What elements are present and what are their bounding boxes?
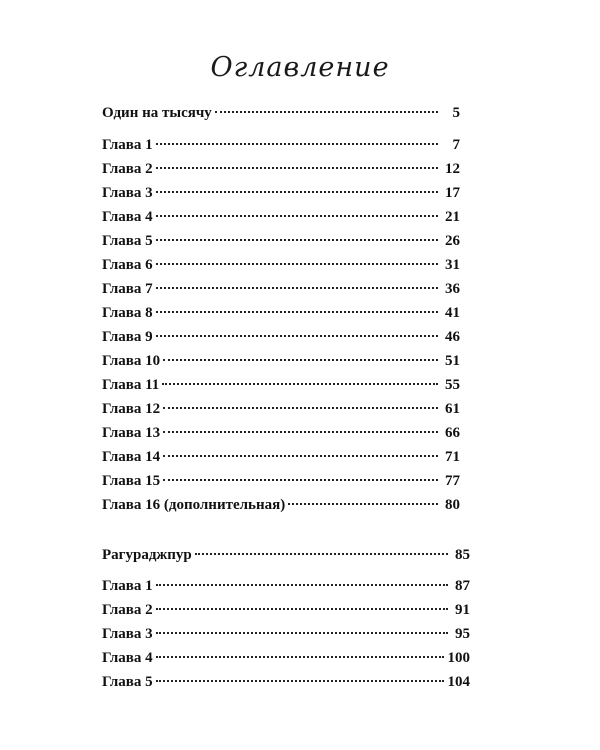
toc-chapter-entry[interactable] xyxy=(102,445,460,469)
page-number: 104 xyxy=(447,674,470,690)
dot-leader xyxy=(163,431,438,433)
page-number: 41 xyxy=(445,305,460,321)
dot-leader xyxy=(156,680,444,682)
dot-leader xyxy=(156,215,438,217)
dot-leader xyxy=(156,584,448,586)
dot-leader xyxy=(163,359,438,361)
page-number: 55 xyxy=(445,377,460,393)
chapter-title: Глава 12 xyxy=(102,401,161,417)
toc-chapter-entry[interactable] xyxy=(102,397,460,421)
chapter-title: Глава 8 xyxy=(102,305,153,321)
toc-chapter-entry[interactable] xyxy=(102,301,460,325)
dot-leader xyxy=(156,167,438,169)
dot-leader xyxy=(156,239,438,241)
chapter-title: Глава 7 xyxy=(102,281,153,297)
dot-leader xyxy=(156,311,438,313)
dot-leader xyxy=(156,632,448,634)
page-number: 80 xyxy=(445,497,460,513)
toc-chapter-entry[interactable] xyxy=(102,670,470,694)
toc-chapter-entry[interactable] xyxy=(102,229,460,253)
page-number: 51 xyxy=(445,353,460,369)
page-number: 61 xyxy=(445,401,460,417)
chapter-title: Глава 9 xyxy=(102,329,153,345)
dot-leader xyxy=(156,263,438,265)
dot-leader xyxy=(156,335,438,337)
chapter-title: Глава 11 xyxy=(102,377,160,393)
page-number: 85 xyxy=(455,547,470,563)
dot-leader xyxy=(163,455,438,457)
chapter-title: Глава 2 xyxy=(102,602,153,618)
dot-leader xyxy=(156,143,438,145)
page-number: 66 xyxy=(445,425,460,441)
page-number: 95 xyxy=(455,626,470,642)
page-number: 46 xyxy=(445,329,460,345)
page-number: 5 xyxy=(452,105,460,121)
section-title: Один на тысячу xyxy=(102,105,212,121)
chapter-title: Глава 1 xyxy=(102,137,153,153)
page-number: 17 xyxy=(445,185,460,201)
toc-chapter-entry[interactable] xyxy=(102,349,460,373)
page-number: 71 xyxy=(445,449,460,465)
toc-section-entry[interactable] xyxy=(102,101,460,125)
chapter-title: Глава 1 xyxy=(102,578,153,594)
dot-leader xyxy=(215,111,438,113)
page-number: 7 xyxy=(452,137,460,153)
chapter-title: Глава 14 xyxy=(102,449,161,465)
toc-chapter-entry[interactable] xyxy=(102,181,460,205)
section-title: Рагураджпур xyxy=(102,547,192,563)
page-number: 21 xyxy=(445,209,460,225)
chapter-title: Глава 15 xyxy=(102,473,161,489)
page-number: 31 xyxy=(445,257,460,273)
dot-leader xyxy=(162,383,438,385)
toc-chapter-entry[interactable] xyxy=(102,157,460,181)
toc-chapter-entry[interactable] xyxy=(102,277,460,301)
page-number: 77 xyxy=(445,473,460,489)
page-number: 91 xyxy=(455,602,470,618)
chapter-title: Глава 3 xyxy=(102,626,153,642)
chapter-title: Глава 4 xyxy=(102,209,153,225)
toc-section-entry[interactable] xyxy=(102,543,470,567)
toc-chapter-entry[interactable] xyxy=(102,622,470,646)
toc-heading: Оглавление xyxy=(210,52,390,83)
chapter-title: Глава 4 xyxy=(102,650,153,666)
toc-chapter-entry[interactable] xyxy=(102,205,460,229)
chapter-title: Глава 16 (дополнительная) xyxy=(102,497,286,513)
dot-leader xyxy=(156,191,438,193)
toc-chapter-entry[interactable] xyxy=(102,421,460,445)
toc-chapter-entry[interactable] xyxy=(102,493,460,517)
toc-chapter-entry[interactable] xyxy=(102,646,470,670)
page-number: 26 xyxy=(445,233,460,249)
chapter-title: Глава 10 xyxy=(102,353,161,369)
chapter-title: Глава 3 xyxy=(102,185,153,201)
chapter-title: Глава 13 xyxy=(102,425,161,441)
toc-chapter-entry[interactable] xyxy=(102,574,470,598)
toc-chapter-entry[interactable] xyxy=(102,133,460,157)
chapter-title: Глава 5 xyxy=(102,674,153,690)
dot-leader xyxy=(156,608,448,610)
toc-chapter-entry[interactable] xyxy=(102,469,460,493)
dot-leader xyxy=(195,553,448,555)
dot-leader xyxy=(156,287,438,289)
dot-leader xyxy=(288,503,438,505)
toc-chapter-entry[interactable] xyxy=(102,325,460,349)
chapter-title: Глава 5 xyxy=(102,233,153,249)
chapter-title: Глава 2 xyxy=(102,161,153,177)
page-number: 100 xyxy=(447,650,470,666)
page-number: 36 xyxy=(445,281,460,297)
chapter-title: Глава 6 xyxy=(102,257,153,273)
toc-chapter-entry[interactable] xyxy=(102,598,470,622)
toc-chapter-entry[interactable] xyxy=(102,253,460,277)
page-number: 87 xyxy=(455,578,470,594)
dot-leader xyxy=(163,479,438,481)
dot-leader xyxy=(156,656,444,658)
toc-chapter-entry[interactable] xyxy=(102,373,460,397)
page-number: 12 xyxy=(445,161,460,177)
dot-leader xyxy=(163,407,438,409)
